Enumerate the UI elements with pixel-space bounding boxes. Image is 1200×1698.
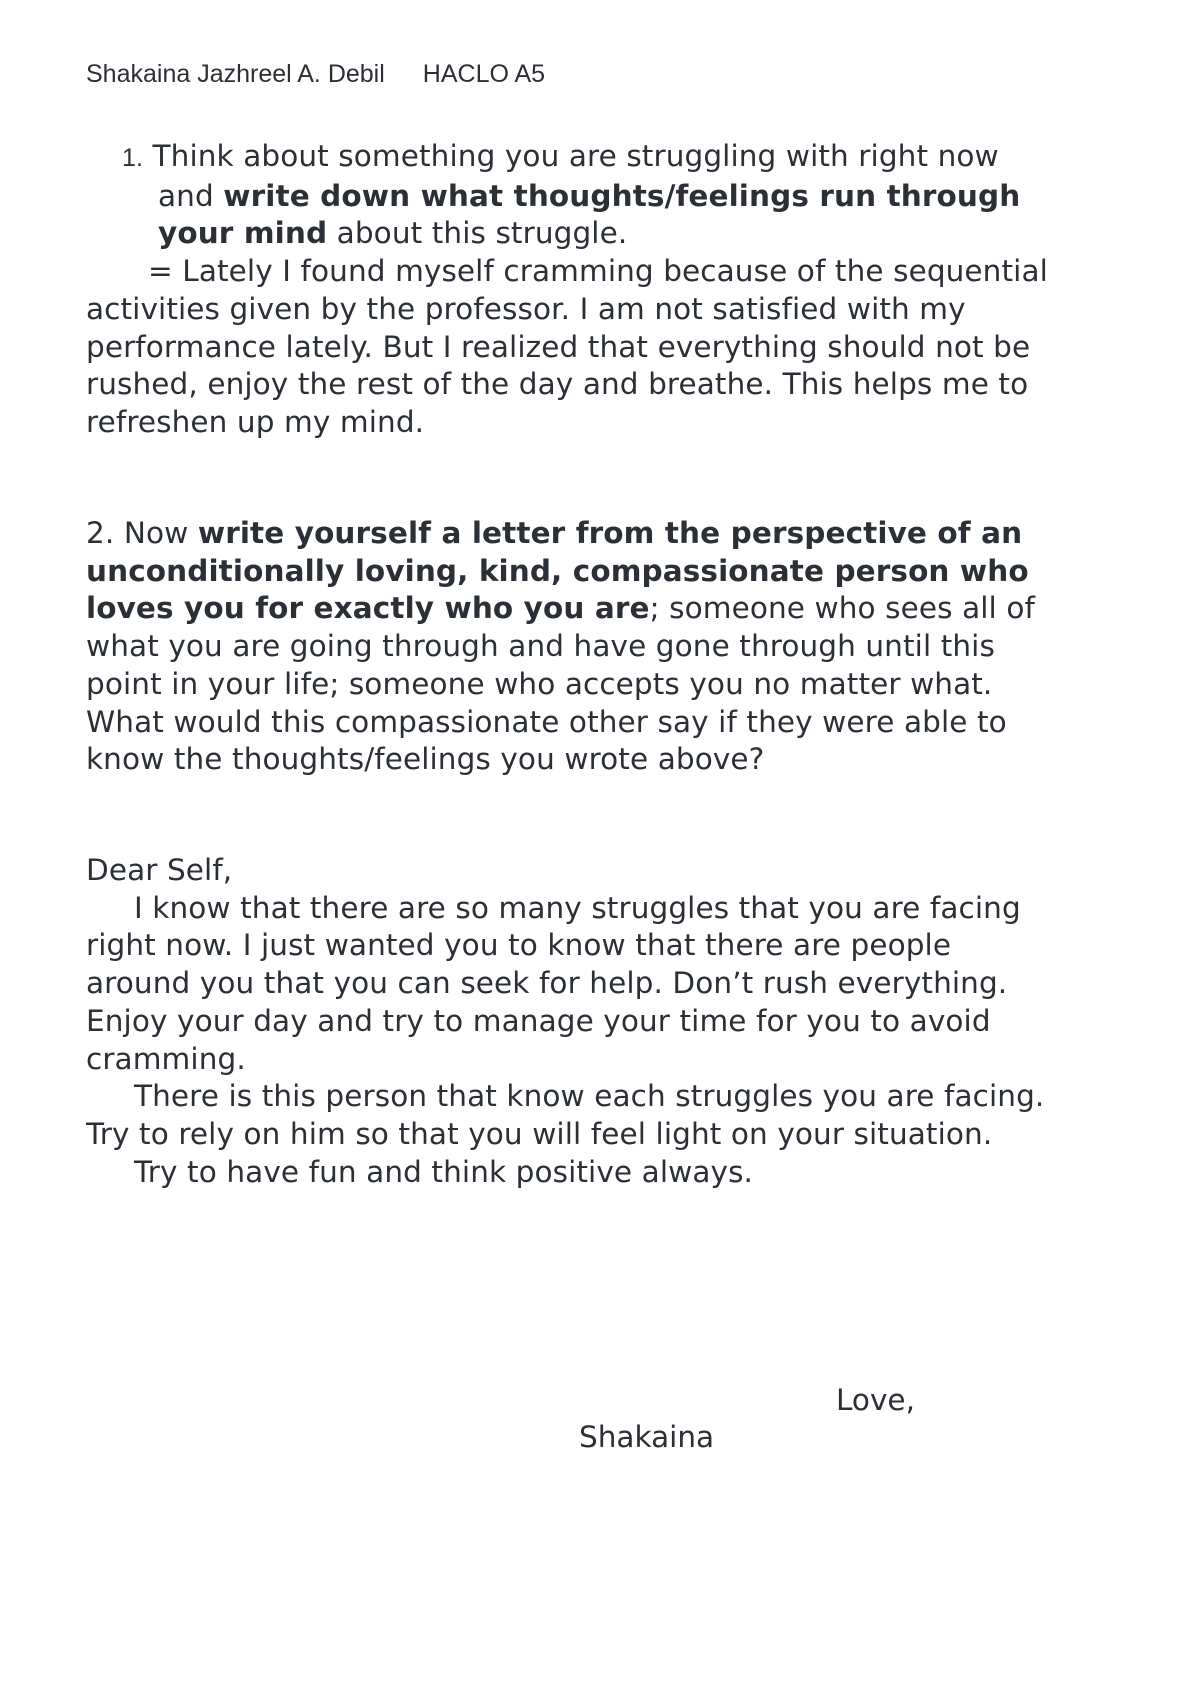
answer-1-line: refreshen up my mind.	[86, 404, 425, 439]
question-2-line: know the thoughts/feelings you wrote above?	[86, 742, 765, 777]
question-1-line-2: and write down what thoughts/feelings run through	[158, 178, 1021, 213]
letter-line: Try to rely on him so that you will feel light on your situation.	[86, 1116, 993, 1151]
letter-line: Try to have fun and think positive always.	[134, 1154, 754, 1189]
question-1-line-3: your mind about this struggle.	[158, 216, 628, 251]
letter-line: right now. I just wanted you to know that there are people	[86, 928, 952, 963]
question-2-line: What would this compassionate other say if they were able to	[86, 704, 1007, 739]
question-1-number: 1.	[122, 144, 144, 172]
question-2-line: point in your life; someone who accepts you no matter what.	[86, 666, 993, 701]
question-1-line-1: 1. Think about something you are struggling with right now	[122, 139, 999, 173]
page-header	[86, 60, 545, 89]
letter-signature: Shakaina	[579, 1420, 715, 1454]
letter-line: There is this person that know each struggles you are facing.	[134, 1079, 1045, 1114]
question-1	[86, 138, 1136, 442]
course-code: HACLO A5	[422, 60, 546, 88]
answer-1-line: = Lately I found myself cramming because of the sequential	[148, 254, 1048, 289]
letter-line: Enjoy your day and try to manage your time for you to avoid	[86, 1003, 991, 1038]
letter-line: I know that there are so many struggles that you are facing	[134, 890, 1021, 925]
letter-greeting: Dear Self,	[86, 853, 233, 887]
question-2-line: what you are going through and have gone through until this	[86, 629, 995, 664]
question-2-line-2: unconditionally loving, kind, compassionate person who	[86, 553, 1029, 588]
letter-line: cramming.	[86, 1041, 246, 1076]
answer-1-line: performance lately. But I realized that everything should not be	[86, 329, 1031, 364]
answer-1-line: activities given by the professor. I am not satisfied with my	[86, 291, 966, 326]
student-name: Shakaina Jazhreel A. Debil	[86, 60, 385, 88]
letter-body	[86, 852, 1136, 1191]
letter-closing: Love,	[836, 1383, 915, 1417]
question-2-line-1: 2. Now write yourself a letter from the perspective of an	[86, 516, 1023, 550]
answer-1-line: rushed, enjoy the rest of the day and breathe. This helps me to	[86, 367, 1029, 402]
question-2-line-3: loves you for exactly who you are; someone who sees all of	[86, 591, 1035, 626]
letter-line: around you that you can seek for help. Don’t rush everything.	[86, 966, 1008, 1001]
question-2	[86, 515, 1136, 779]
